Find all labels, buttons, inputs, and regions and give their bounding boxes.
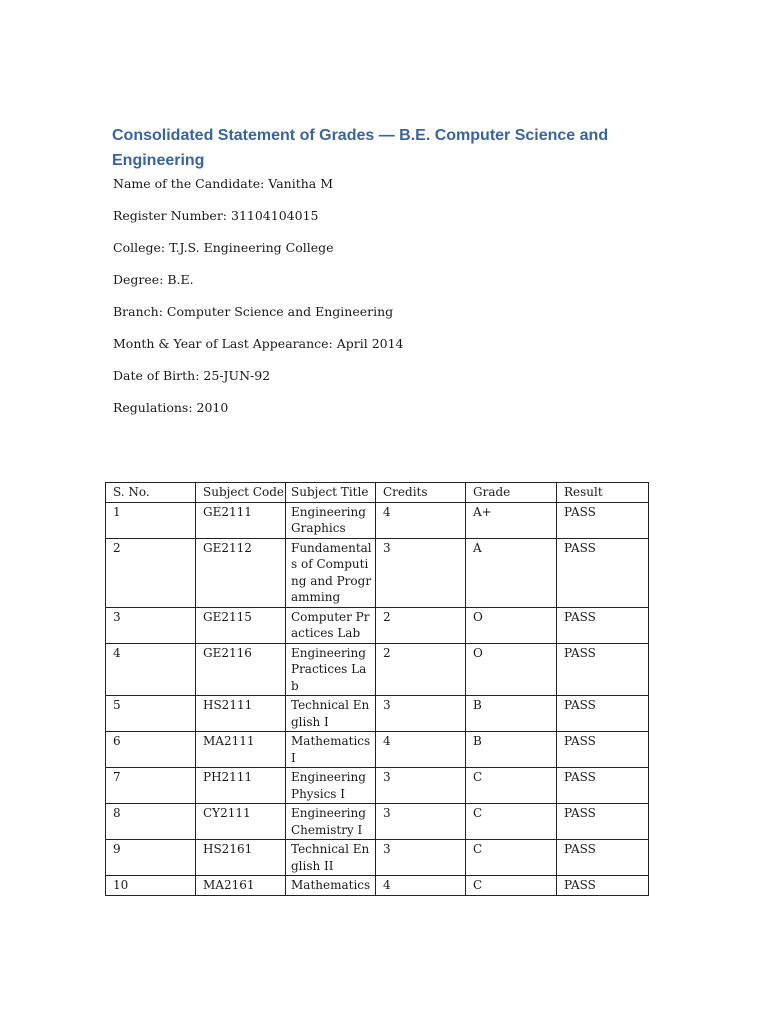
cell-sno: 1	[106, 502, 196, 538]
header-subject-code: Subject Code	[196, 483, 286, 503]
cell-subject-title: Mathematics I	[286, 732, 376, 768]
table-header-row	[106, 483, 649, 503]
degree: Degree: B.E.	[113, 272, 194, 287]
table-row	[106, 502, 649, 538]
cell-credits: 3	[376, 768, 466, 804]
header-subject-title: Subject Title	[286, 483, 376, 503]
cell-sno: 8	[106, 804, 196, 840]
cell-result: PASS	[557, 607, 649, 643]
document-title: Consolidated Statement of Grades — B.E. Computer Science and Engineering	[112, 127, 609, 169]
grades-table	[105, 482, 649, 896]
cell-result: PASS	[557, 502, 649, 538]
cell-result: PASS	[557, 696, 649, 732]
candidate-name: Name of the Candidate: Vanitha M	[113, 176, 333, 191]
cell-subject-title: Engineering Practices Lab	[286, 643, 376, 696]
cell-credits: 2	[376, 607, 466, 643]
cell-sno: 5	[106, 696, 196, 732]
cell-credits: 4	[376, 876, 466, 896]
cell-subject-code: MA2111	[196, 732, 286, 768]
cell-result: PASS	[557, 732, 649, 768]
table-row	[106, 643, 649, 696]
last-appearance: Month & Year of Last Appearance: April 2014	[113, 336, 404, 351]
cell-subject-title: Mathematics	[286, 876, 376, 896]
cell-grade: B	[466, 696, 557, 732]
cell-subject-code: GE2116	[196, 643, 286, 696]
cell-grade: B	[466, 732, 557, 768]
header-sno: S. No.	[106, 483, 196, 503]
cell-subject-title: Technical English I	[286, 696, 376, 732]
cell-subject-code: GE2112	[196, 538, 286, 607]
cell-grade: A	[466, 538, 557, 607]
cell-subject-title: Technical English II	[286, 840, 376, 876]
cell-subject-code: PH2111	[196, 768, 286, 804]
regulations: Regulations: 2010	[113, 400, 229, 415]
cell-grade: C	[466, 840, 557, 876]
cell-grade: C	[466, 768, 557, 804]
cell-sno: 4	[106, 643, 196, 696]
cell-subject-title: Engineering Physics I	[286, 768, 376, 804]
cell-sno: 10	[106, 876, 196, 896]
cell-credits: 4	[376, 732, 466, 768]
cell-credits: 3	[376, 538, 466, 607]
table-row	[106, 804, 649, 840]
cell-grade: C	[466, 876, 557, 896]
cell-grade: A+	[466, 502, 557, 538]
cell-sno: 7	[106, 768, 196, 804]
register-number: Register Number: 31104104015	[113, 208, 319, 223]
cell-subject-code: GE2111	[196, 502, 286, 538]
cell-grade: O	[466, 643, 557, 696]
cell-sno: 9	[106, 840, 196, 876]
cell-credits: 4	[376, 502, 466, 538]
cell-result: PASS	[557, 538, 649, 607]
branch: Branch: Computer Science and Engineering	[113, 304, 394, 319]
cell-grade: C	[466, 804, 557, 840]
college: College: T.J.S. Engineering College	[113, 240, 334, 255]
table-row	[106, 840, 649, 876]
table-row	[106, 607, 649, 643]
cell-sno: 6	[106, 732, 196, 768]
cell-credits: 2	[376, 643, 466, 696]
cell-result: PASS	[557, 804, 649, 840]
cell-subject-title: Fundamentals of Computing and Programming	[286, 538, 376, 607]
cell-subject-code: HS2111	[196, 696, 286, 732]
cell-subject-code: MA2161	[196, 876, 286, 896]
cell-sno: 3	[106, 607, 196, 643]
header-grade: Grade	[466, 483, 557, 503]
cell-subject-title: Computer Practices Lab	[286, 607, 376, 643]
header-result: Result	[557, 483, 649, 503]
table-row	[106, 768, 649, 804]
cell-subject-code: HS2161	[196, 840, 286, 876]
cell-subject-title: Engineering Chemistry I	[286, 804, 376, 840]
cell-subject-code: GE2115	[196, 607, 286, 643]
cell-result: PASS	[557, 876, 649, 896]
cell-credits: 3	[376, 804, 466, 840]
date-of-birth: Date of Birth: 25-JUN-92	[113, 368, 271, 383]
table-row	[106, 876, 649, 896]
table-row	[106, 732, 649, 768]
cell-credits: 3	[376, 840, 466, 876]
table-row	[106, 696, 649, 732]
cell-result: PASS	[557, 643, 649, 696]
cell-grade: O	[466, 607, 557, 643]
cell-credits: 3	[376, 696, 466, 732]
cell-subject-title: Engineering Graphics	[286, 502, 376, 538]
header-credits: Credits	[376, 483, 466, 503]
cell-result: PASS	[557, 840, 649, 876]
cell-subject-code: CY2111	[196, 804, 286, 840]
cell-sno: 2	[106, 538, 196, 607]
table-row	[106, 538, 649, 607]
cell-result: PASS	[557, 768, 649, 804]
